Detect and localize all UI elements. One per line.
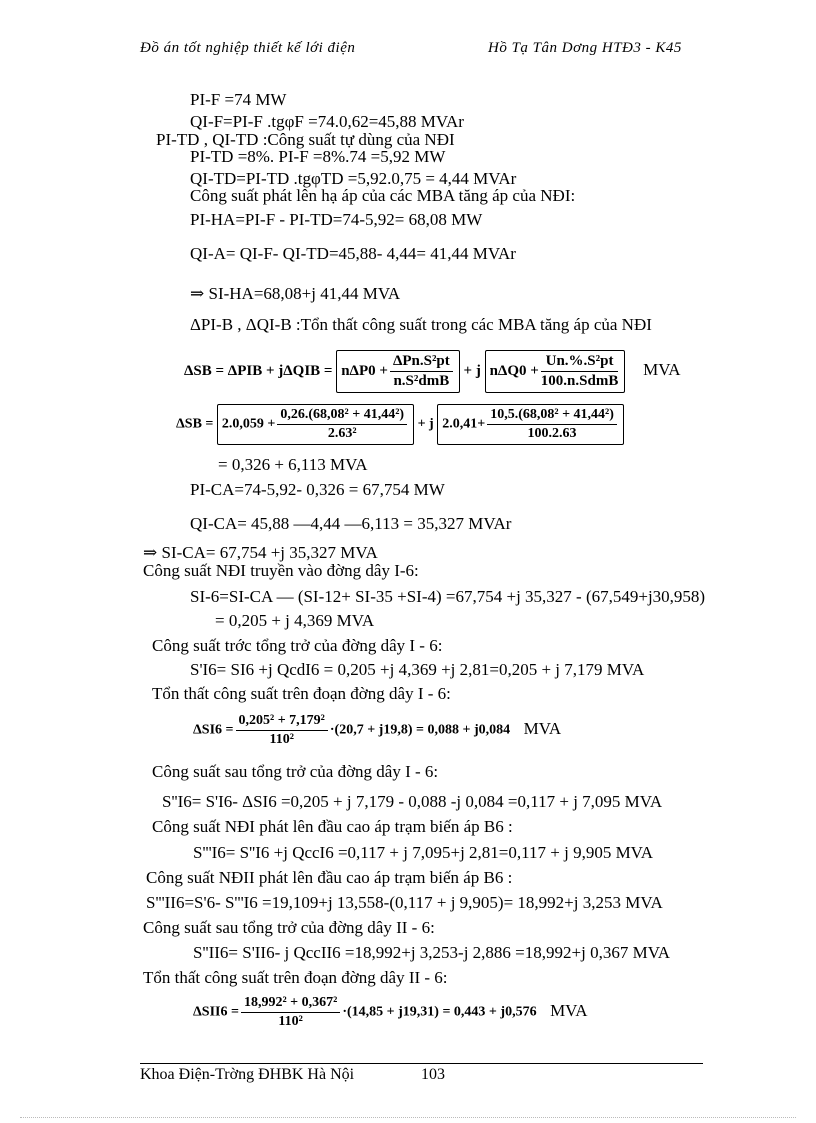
line-ndi-b6-title: Công suất NĐI phát lên đầu cao áp trạm biến áp B6 : xyxy=(152,817,513,836)
line-s-triple-prime-ii6: S'''II6=S'6- S'''I6 =19,109+j 13,558-(0,117 + j 9,905)= 18,992+j 3,253 MVA xyxy=(146,893,663,912)
line-ptd-def: PI-TD , QI-TD :Công suất tự dùng của NĐI xyxy=(156,130,455,149)
line-pha: PI-HA=PI-F - PI-TD=74-5,92= 68,08 MW xyxy=(190,210,483,229)
line-qif: QI-F=PI-F .tgφF =74.0,62=45,88 MVAr xyxy=(190,112,464,131)
page-edge xyxy=(20,1117,796,1118)
line-loss-i6-title: Tổn thất công suất trên đoạn đờng dây I - 6: xyxy=(152,684,451,703)
line-s-double-prime-ii6: S''II6= S'II6- j QccII6 =18,992+j 3,253-j 2,886 =18,992+j 0,367 MVA xyxy=(193,943,671,962)
line-si6: SI-6=SI-CA — (SI-12+ SI-35 +SI-4) =67,754 +j 35,327 - (67,549+j30,958) xyxy=(190,587,706,606)
line-ndii-b6-title: Công suất NĐII phát lên đầu cao áp trạm biến áp B6 : xyxy=(146,868,513,887)
line-ha-title: Công suất phát lên hạ áp của các MBA tăng áp của NĐI: xyxy=(190,186,576,205)
equation-loss-values: ΔSB = 2.0,059 + $\frac{\text{0,26.(68,08² + 41,44²)}}{\text{2.63²}}$ + j 2.0,41+ $\frac{\text{10,5.(68,08² + 41,44²)}}{100.2.63}$ xyxy=(176,404,624,445)
line-pca: PI-CA=74-5,92- 0,326 = 67,754 MW xyxy=(190,480,445,499)
line-before-impedance: Công suất trớc tổng trở của đờng dây I - 6: xyxy=(152,636,443,655)
line-qha: QI-A= QI-F- QI-TD=45,88- 4,44= 41,44 MVAr xyxy=(190,244,516,263)
line-s-double-prime-i6: S''I6= S'I6- ΔSI6 =0,205 + j 7,179 - 0,088 -j 0,084 =0,117 + j 7,095 MVA xyxy=(162,792,663,811)
line-qtd: QI-TD=PI-TD .tgφTD =5,92.0,75 = 4,44 MVAr xyxy=(190,169,517,188)
line-qca: QI-CA= 45,88 —4,44 —6,113 = 35,327 MVAr xyxy=(190,514,512,533)
line-loss-def: ΔPI-B , ΔQI-B :Tổn thất công suất trong các MBA tăng áp của NĐI xyxy=(190,315,652,334)
equation-loss-i6: ΔSI6 = $\frac{\text{0,205² + 7,179²}}{\text{110²}}$ ·(20,7 + j19,8) = 0,088 + j0,084 MVA xyxy=(193,713,562,747)
footer-left: Khoa Điện-Trờng ĐHBK Hà Nội xyxy=(140,1066,355,1083)
line-i6-title: Công suất NĐI truyền vào đờng dây I-6: xyxy=(143,561,419,580)
line-sca: ⇒ SI-CA= 67,754 +j 35,327 MVA xyxy=(143,543,378,562)
equation-loss-formula: ΔSB = ΔPIB + jΔQIB = nΔP0 + $\frac{\text{ΔPn.S²pt}}{\text{n.S²dmB}}$ + j nΔQ0 + $\frac{\text{Un.\%.S²pt}}{\text{100.n.SdmB}}$ MVA xyxy=(184,350,681,393)
line-ptd: PI-TD =8%. PI-F =8%.74 =5,92 MW xyxy=(190,147,446,166)
header-left: Đồ án tốt nghiệp thiết kế lới điện xyxy=(140,40,356,56)
line-s-triple-prime-i6: S'''I6= S''I6 +j QccI6 =0,117 + j 7,095+j 2,81=0,117 + j 9,905 MVA xyxy=(193,843,654,862)
header-right: Hồ Tạ Tân Dơng HTĐ3 - K45 xyxy=(488,40,682,56)
line-si6-result: = 0,205 + j 4,369 MVA xyxy=(215,611,375,630)
page-number: 103 xyxy=(421,1066,445,1083)
line-loss-result: = 0,326 + 6,113 MVA xyxy=(218,455,368,474)
footer-divider xyxy=(140,1063,703,1064)
equation-loss-ii6: ΔSII6 = $\frac{\text{18,992² + 0,367²}}{\text{110²}}$ ·(14,85 + j19,31) = 0,443 + j0,576 MVA xyxy=(193,995,588,1029)
line-loss-ii6-title: Tổn thất công suất trên đoạn đờng dây II - 6: xyxy=(143,968,448,987)
line-sha: ⇒ SI-HA=68,08+j 41,44 MVA xyxy=(190,284,401,303)
line-after-impedance-ii6: Công suất sau tổng trở của đờng dây II - 6: xyxy=(143,918,435,937)
line-s-prime-i6: S'I6= SI6 +j QcdI6 = 0,205 +j 4,369 +j 2,81=0,205 + j 7,179 MVA xyxy=(190,660,645,679)
line-pif: PI-F =74 MW xyxy=(190,90,287,109)
line-after-impedance-i6: Công suất sau tổng trở của đờng dây I - 6: xyxy=(152,762,439,781)
